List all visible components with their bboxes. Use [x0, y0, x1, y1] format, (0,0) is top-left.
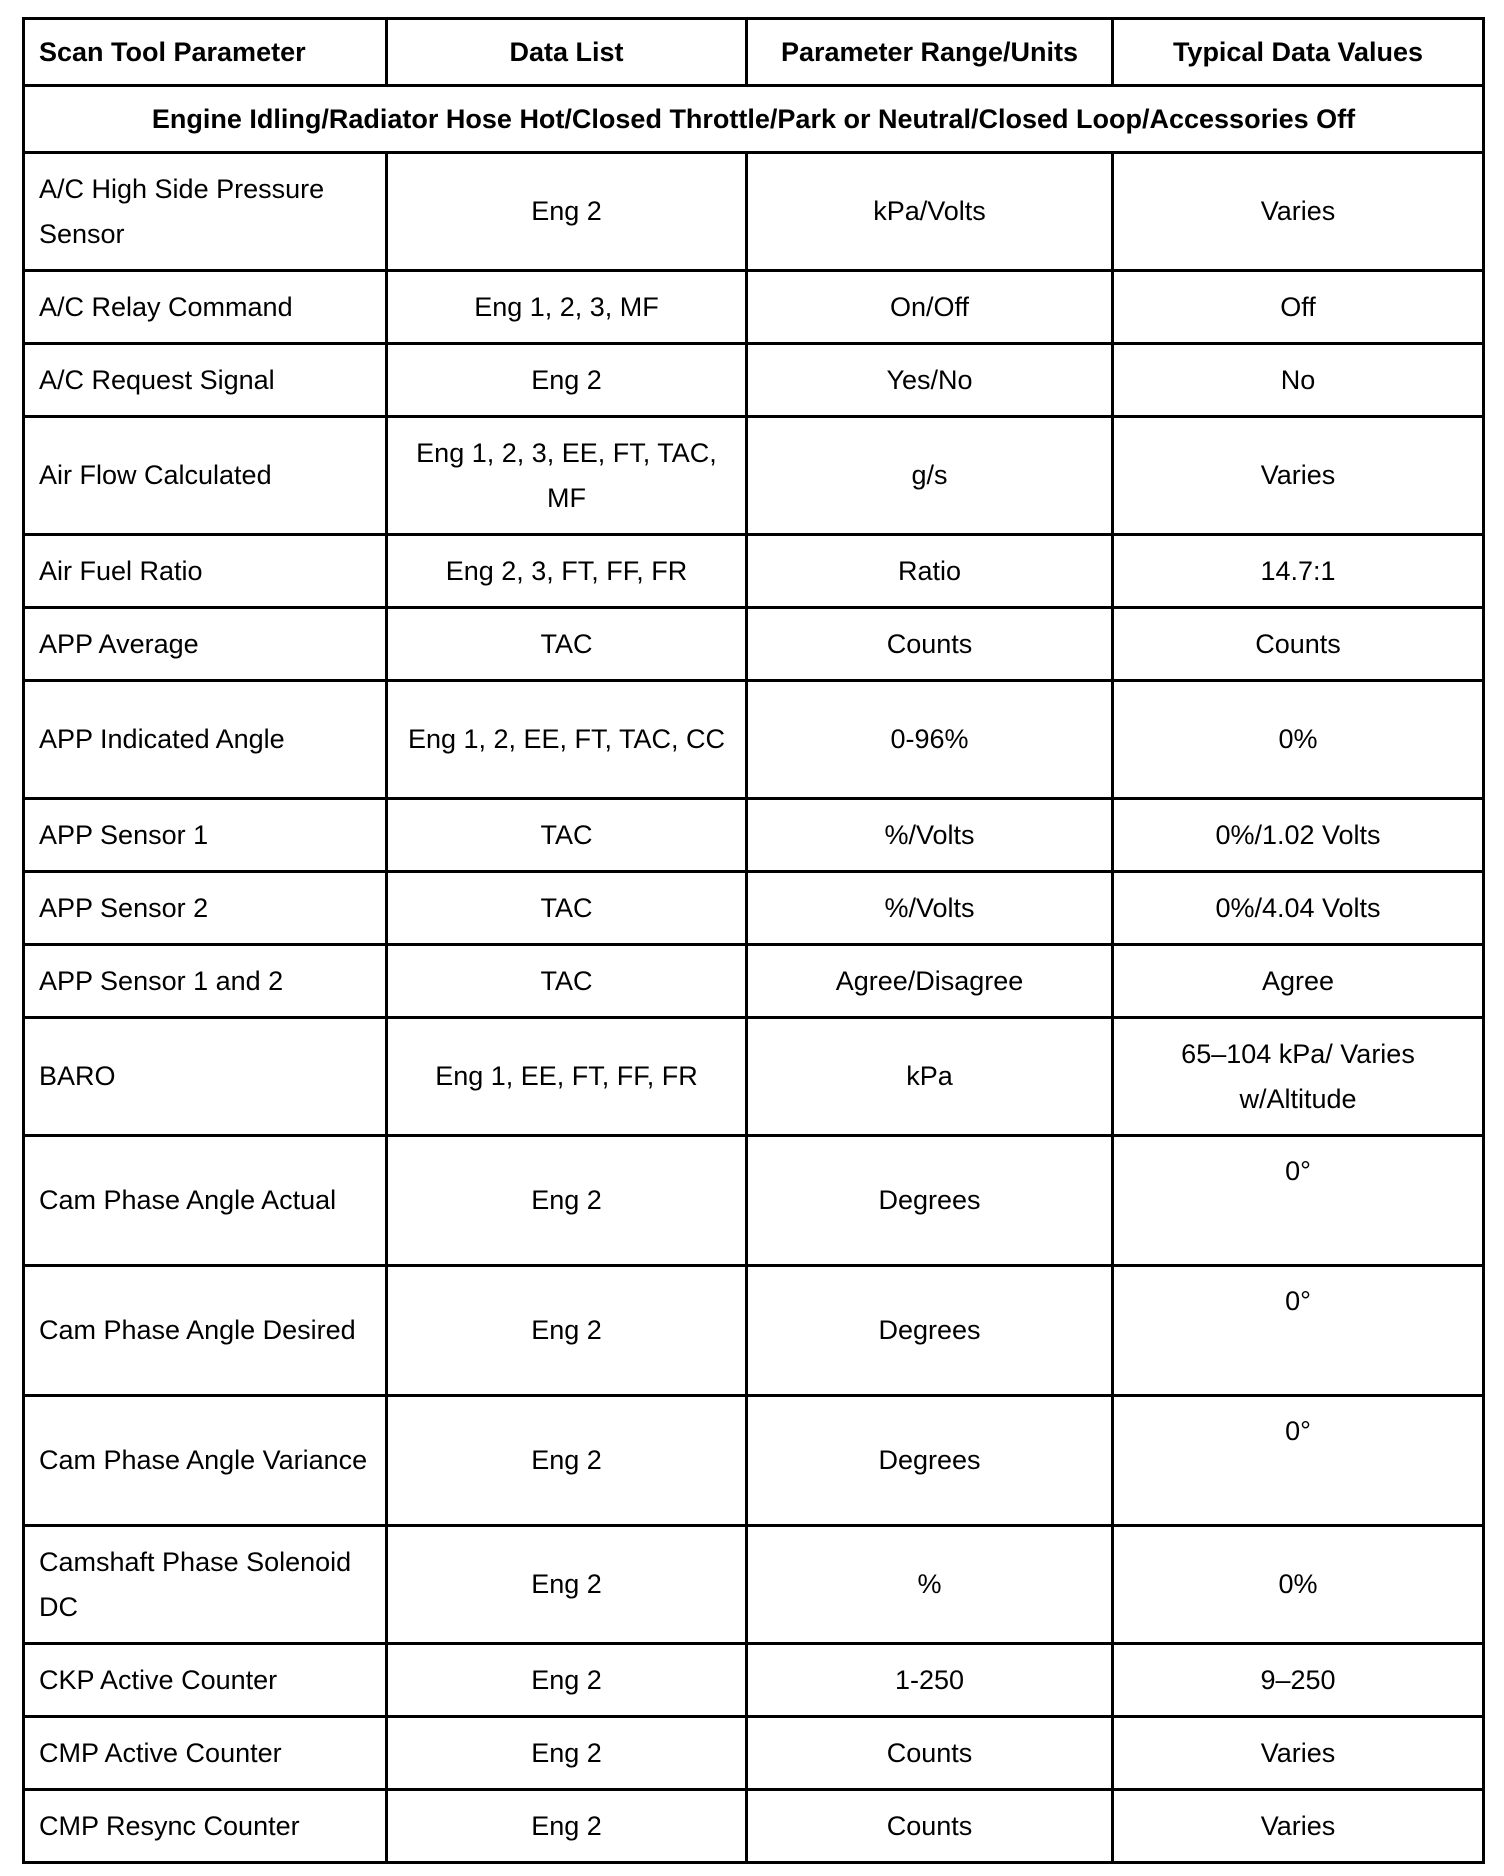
cell-data-list: Eng 2 — [387, 1717, 747, 1790]
cell-range-units: %/Volts — [747, 872, 1113, 945]
cell-typical-value: Counts — [1113, 608, 1484, 681]
cell-parameter: APP Sensor 2 — [24, 872, 387, 945]
cell-typical-value: Varies — [1113, 1717, 1484, 1790]
cell-range-units: On/Off — [747, 271, 1113, 344]
table-row — [24, 535, 1484, 608]
cell-range-units: kPa/Volts — [747, 153, 1113, 271]
cell-parameter: APP Sensor 1 and 2 — [24, 945, 387, 1018]
table-row — [24, 681, 1484, 799]
cell-range-units: Degrees — [747, 1396, 1113, 1526]
cell-range-units: Agree/Disagree — [747, 945, 1113, 1018]
cell-data-list: Eng 2 — [387, 153, 747, 271]
cell-parameter: APP Average — [24, 608, 387, 681]
cell-data-list: Eng 1, EE, FT, FF, FR — [387, 1018, 747, 1136]
cell-data-list: Eng 2 — [387, 1266, 747, 1396]
cell-parameter: CKP Active Counter — [24, 1644, 387, 1717]
cell-range-units: Counts — [747, 1717, 1113, 1790]
table-row — [24, 1136, 1484, 1266]
cell-range-units: 1-250 — [747, 1644, 1113, 1717]
cell-range-units: Yes/No — [747, 344, 1113, 417]
table-row — [24, 1644, 1484, 1717]
cell-typical-value: 0%/4.04 Volts — [1113, 872, 1484, 945]
cell-typical-value: Agree — [1113, 945, 1484, 1018]
cell-typical-value: Varies — [1113, 1790, 1484, 1863]
cell-typical-value: 0% — [1113, 1526, 1484, 1644]
table-row — [24, 344, 1484, 417]
table-row — [24, 608, 1484, 681]
table-header-row — [24, 19, 1484, 86]
cell-data-list: Eng 2, 3, FT, FF, FR — [387, 535, 747, 608]
table-row — [24, 799, 1484, 872]
cell-parameter: Cam Phase Angle Desired — [24, 1266, 387, 1396]
table-row — [24, 1717, 1484, 1790]
cell-typical-value: 14.7:1 — [1113, 535, 1484, 608]
table-row — [24, 872, 1484, 945]
cell-data-list: Eng 1, 2, 3, MF — [387, 271, 747, 344]
cell-data-list: TAC — [387, 872, 747, 945]
cell-parameter: BARO — [24, 1018, 387, 1136]
cell-range-units: % — [747, 1526, 1113, 1644]
header-data-list: Data List — [387, 19, 747, 86]
cell-range-units: 0-96% — [747, 681, 1113, 799]
cell-parameter: Cam Phase Angle Variance — [24, 1396, 387, 1526]
operating-condition-row — [24, 86, 1484, 153]
cell-range-units: Degrees — [747, 1266, 1113, 1396]
cell-range-units: g/s — [747, 417, 1113, 535]
cell-range-units: Degrees — [747, 1136, 1113, 1266]
cell-data-list: Eng 2 — [387, 1136, 747, 1266]
cell-data-list: Eng 2 — [387, 1396, 747, 1526]
cell-range-units: Counts — [747, 608, 1113, 681]
cell-parameter: CMP Resync Counter — [24, 1790, 387, 1863]
cell-typical-value: No — [1113, 344, 1484, 417]
cell-data-list: Eng 1, 2, EE, FT, TAC, CC — [387, 681, 747, 799]
cell-typical-value: Varies — [1113, 417, 1484, 535]
cell-data-list: Eng 2 — [387, 1526, 747, 1644]
header-parameter-range-units: Parameter Range/Units — [747, 19, 1113, 86]
table-row — [24, 153, 1484, 271]
cell-range-units: kPa — [747, 1018, 1113, 1136]
cell-parameter: A/C Relay Command — [24, 271, 387, 344]
cell-range-units: Counts — [747, 1790, 1113, 1863]
table-row — [24, 1266, 1484, 1396]
cell-typical-value: 0° — [1113, 1396, 1484, 1526]
cell-typical-value: 0° — [1113, 1266, 1484, 1396]
cell-typical-value: 0%/1.02 Volts — [1113, 799, 1484, 872]
cell-typical-value: 0% — [1113, 681, 1484, 799]
table-row — [24, 1396, 1484, 1526]
cell-data-list: TAC — [387, 608, 747, 681]
table-row — [24, 1790, 1484, 1863]
scan-tool-data-table — [22, 17, 1485, 1864]
operating-condition: Engine Idling/Radiator Hose Hot/Closed Throttle/Park or Neutral/Closed Loop/Accessories Off — [24, 86, 1484, 153]
cell-parameter: A/C High Side Pressure Sensor — [24, 153, 387, 271]
cell-parameter: Cam Phase Angle Actual — [24, 1136, 387, 1266]
cell-parameter: APP Indicated Angle — [24, 681, 387, 799]
header-scan-tool-parameter: Scan Tool Parameter — [24, 19, 387, 86]
cell-data-list: Eng 2 — [387, 344, 747, 417]
table-row — [24, 417, 1484, 535]
cell-range-units: %/Volts — [747, 799, 1113, 872]
cell-data-list: Eng 2 — [387, 1790, 747, 1863]
cell-parameter: A/C Request Signal — [24, 344, 387, 417]
cell-parameter: Air Fuel Ratio — [24, 535, 387, 608]
table-row — [24, 945, 1484, 1018]
cell-range-units: Ratio — [747, 535, 1113, 608]
table-row — [24, 1018, 1484, 1136]
cell-typical-value: 65–104 kPa/ Varies w/Altitude — [1113, 1018, 1484, 1136]
cell-parameter: Camshaft Phase Solenoid DC — [24, 1526, 387, 1644]
cell-parameter: CMP Active Counter — [24, 1717, 387, 1790]
cell-data-list: TAC — [387, 799, 747, 872]
table-row — [24, 271, 1484, 344]
cell-parameter: APP Sensor 1 — [24, 799, 387, 872]
header-typical-data-values: Typical Data Values — [1113, 19, 1484, 86]
cell-typical-value: Off — [1113, 271, 1484, 344]
cell-data-list: TAC — [387, 945, 747, 1018]
table-row — [24, 1526, 1484, 1644]
cell-data-list: Eng 2 — [387, 1644, 747, 1717]
cell-parameter: Air Flow Calculated — [24, 417, 387, 535]
cell-typical-value: 9–250 — [1113, 1644, 1484, 1717]
cell-typical-value: Varies — [1113, 153, 1484, 271]
cell-typical-value: 0° — [1113, 1136, 1484, 1266]
cell-data-list: Eng 1, 2, 3, EE, FT, TAC, MF — [387, 417, 747, 535]
